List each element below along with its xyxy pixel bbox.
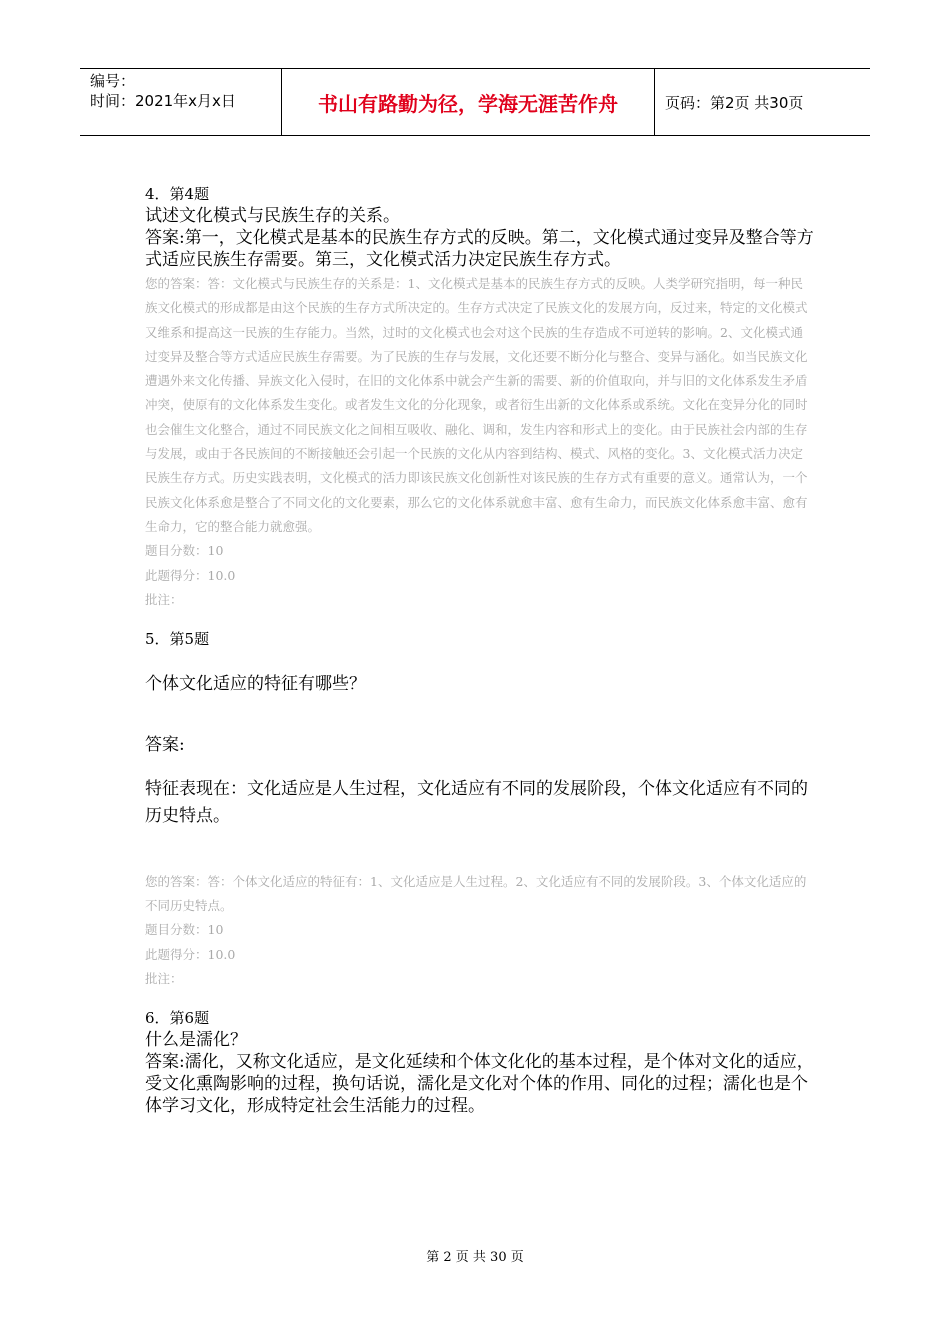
page-footer: 第 2 页 共 30 页 (426, 1250, 524, 1265)
page-header (80, 68, 870, 136)
q5-comment: 批注： (145, 971, 183, 987)
q5-your-answer: 您的答案：答：个体文化适应的特征有：1、文化适应是人生过程。2、文化适应有不同的发展阶段。3、个体文化适应的不同历史特点。 (145, 873, 807, 914)
q5-answer-label: 答案: (145, 734, 185, 755)
date-label: 时间：2021年x月x日 (90, 92, 236, 110)
page-info: 页码：第2页 共30页 (665, 93, 804, 112)
q6-answer: 答案:濡化，又称文化适应，是文化延续和个体文化化的基本过程，是个体对文化的适应，受文化熏陶影响的过程，换句话说，濡化是文化对个体的作用、同化的过程；濡化也是个体学习文化，形成特定社会生活能力的过程。 (145, 1051, 814, 1116)
q4-your-answer: 您的答案：答：文化模式与民族生存的关系是：1、文化模式是基本的民族生存方式的反映。人类学研究指明，每一种民族文化模式的形成都是由这个民族的生存方式所决定的。生存方式决定了民族文化的发展方向，反过来，特定的文化模式又维系和提高这一民族的生存能力。当然，过时的文化模式也会对这个民族的生存造成不可逆转的影响。2、文化模式通过变异及整合等方式适应民族生存需要。为了民族的生存与发展，文化还要不断分化与整合、变异与涵化。如当民族文化遭遇外来文化传播、异族文化入侵时，在旧的文化体系中就会产生新的需要、新的价值取向，并与旧的文化体系发生矛盾冲突，使原有的文化体系发生变化。或者发生文化的分化现象，或者衍生出新的文化体系或系统。文化在变异分化的同时也会催生文化整合，通过不同民族文化之间相互吸收、融化、调和，发生内容和形式上的变化。由于民族社会内部的生存与发展，或由于各民族间的不断接触还会引起一个民族的文化从内容到结构、模式、风格的变化。3、文化模式活力决定民族生存方式。历史实践表明，文化模式的活力即该民族文化创新性对该民族的生存方式有重要的意义。通常认为，一个民族文化体系愈是整合了不同文化的文化要素，那么它的文化体系就愈丰富、愈有生命力，而民族文化体系愈丰富、愈有生命力，它的整合能力就愈强。 (145, 276, 808, 534)
q6-title: 6．第6题 (145, 1008, 210, 1027)
header-meta (80, 69, 282, 135)
motto: 书山有路勤为径，学海无涯苦作舟 (282, 69, 655, 135)
document-body (145, 183, 815, 1117)
number-label: 编号： (90, 72, 136, 90)
q4-question: 试述文化模式与民族生存的关系。 (145, 206, 400, 226)
q6-question: 什么是濡化？ (145, 1029, 247, 1050)
q4-score-got: 此题得分：10.0 (145, 567, 236, 583)
q4-answer: 答案:第一，文化模式是基本的民族生存方式的反映。第二，文化模式通过变异及整合等方式适应民族生存需要。第三，文化模式活力决定民族生存方式。 (145, 228, 814, 270)
q5-score-got: 此题得分：10.0 (145, 946, 236, 962)
q5-answer: 特征表现在：文化适应是人生过程，文化适应有不同的发展阶段，个体文化适应有不同的历史特点。 (145, 778, 808, 826)
q5-score-total: 题目分数：10 (145, 922, 224, 938)
q5-question: 个体文化适应的特征有哪些？ (145, 673, 366, 694)
q4-score-total: 题目分数：10 (145, 543, 224, 559)
q5-title: 5．第5题 (145, 629, 210, 648)
q4-comment: 批注： (145, 592, 183, 608)
q4-title: 4．第4题 (145, 185, 210, 203)
